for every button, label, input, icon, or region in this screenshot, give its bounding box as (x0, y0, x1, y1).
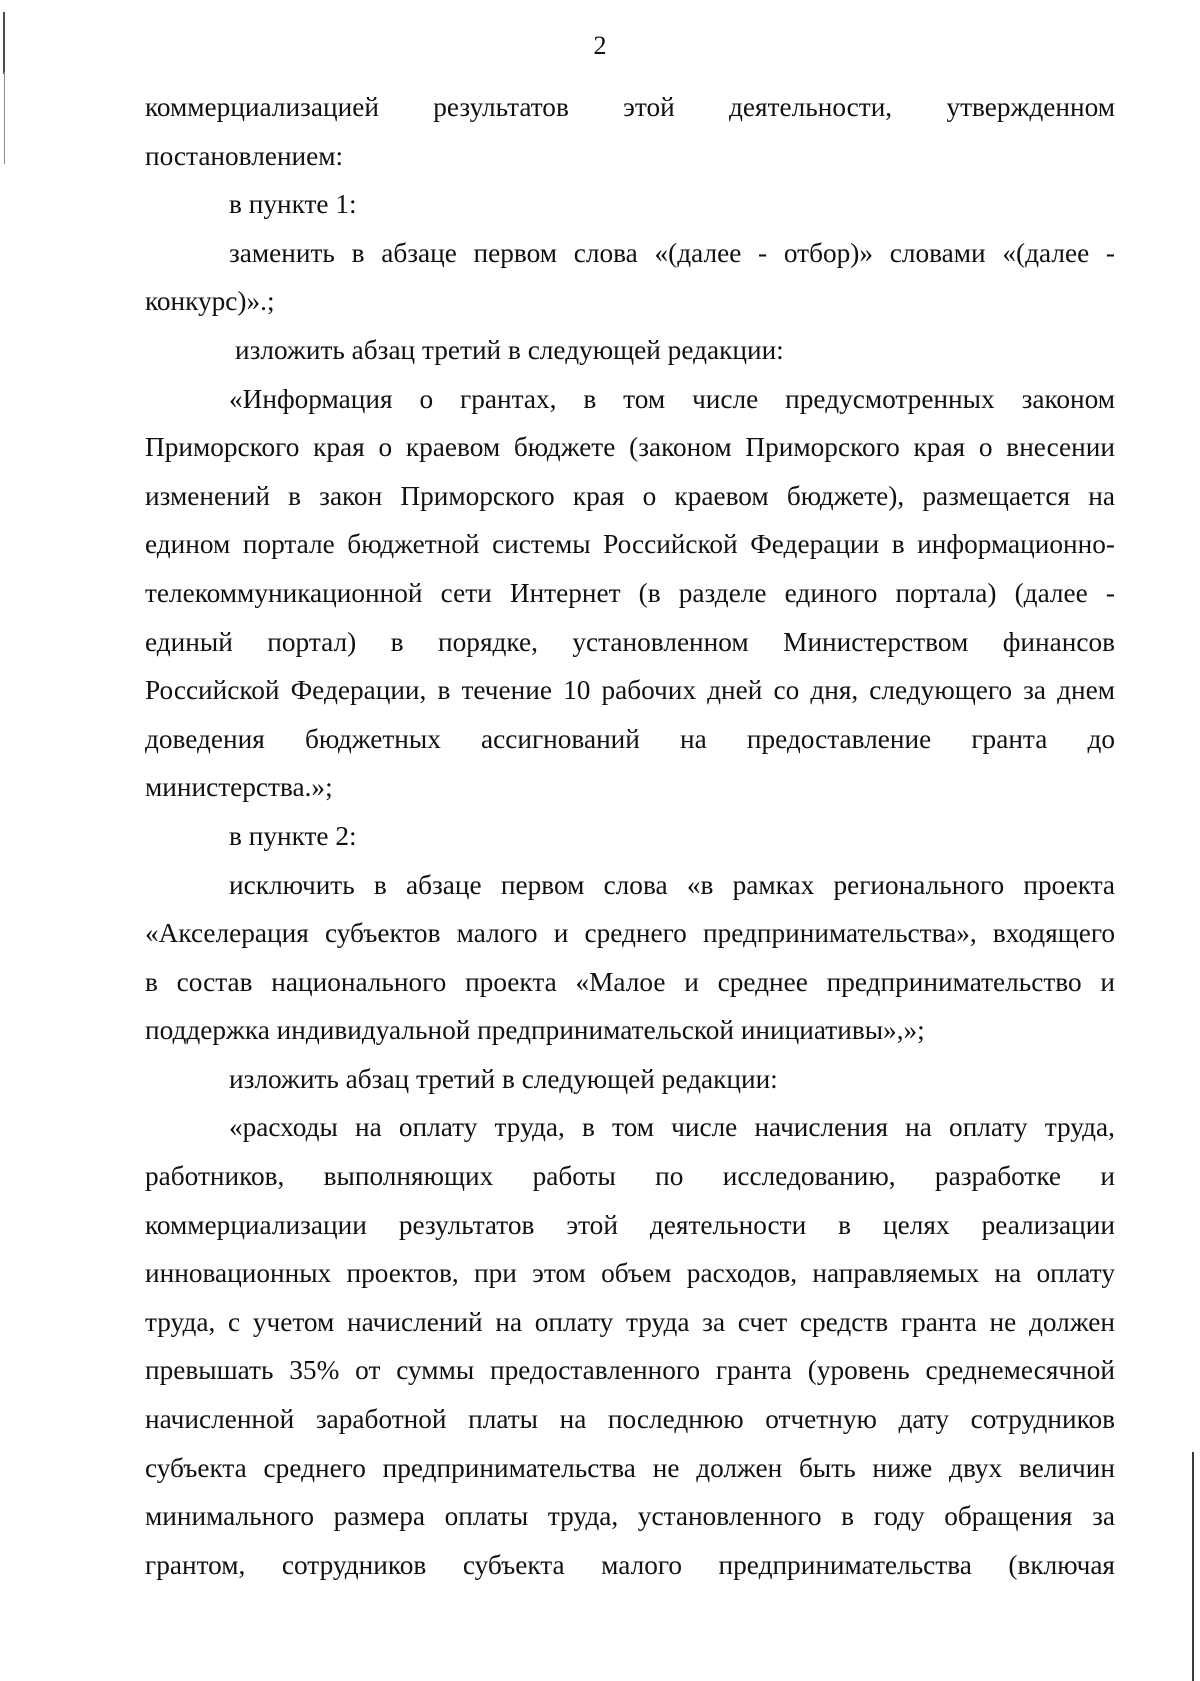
text-line: в состав национального проекта «Малое и среднее предпринимательство и (145, 966, 1115, 997)
scan-margin-line (4, 72, 5, 164)
text-line: заменить в абзаце первом слова «(далее - отбор)» словами «(далее - (229, 237, 1115, 268)
text-line: телекоммуникационной сети Интернет (в разделе единого портала) (далее - (145, 577, 1115, 608)
text-line: коммерциализации результатов этой деятельности в целях реализации (145, 1209, 1115, 1240)
text-line: изменений в закон Приморского края о краевом бюджете), размещается на (145, 480, 1115, 511)
text-line: минимального размера оплаты труда, установленного в году обращения за (145, 1501, 1115, 1532)
text-line: «Информация о грантах, в том числе предусмотренных законом (229, 383, 1115, 414)
text-line: «Акселерация субъектов малого и среднего предпринимательства», входящего (145, 918, 1115, 949)
text-line: доведения бюджетных ассигнований на предоставление гранта до (145, 723, 1115, 754)
document-body (145, 83, 1115, 1589)
text-line: Приморского края о краевом бюджете (законом Приморского края о внесении (145, 432, 1115, 463)
text-line: поддержка индивидуальной предпринимательской инициативы»,»; (145, 1015, 925, 1046)
text-line: изложить абзац третий в следующей редакции: (229, 1063, 778, 1094)
text-line: начисленной заработной платы на последнюю отчетную дату сотрудников (145, 1404, 1115, 1435)
text-line: Российской Федерации, в течение 10 рабочих дней со дня, следующего за днем (145, 675, 1115, 706)
text-line: единый портал) в порядке, установленном Министерством финансов (145, 626, 1115, 657)
scan-margin-line (1192, 1452, 1194, 1681)
text-line: грантом, сотрудников субъекта малого предпринимательства (включая (145, 1549, 1115, 1580)
text-line: превышать 35% от суммы предоставленного гранта (уровень среднемесячной (145, 1355, 1115, 1386)
text-line: конкурс)».; (145, 286, 275, 317)
text-line: едином портале бюджетной системы Российской Федерации в информационно- (145, 529, 1115, 560)
text-line: постановлением: (145, 140, 344, 171)
page-number: 2 (593, 31, 607, 60)
text-line: изложить абзац третий в следующей редакции: (235, 334, 784, 365)
text-line: в пункте 2: (229, 820, 357, 851)
text-line: субъекта среднего предпринимательства не должен быть ниже двух величин (145, 1452, 1115, 1483)
text-line: коммерциализацией результатов этой деятельности, утвержденном (145, 92, 1115, 122)
text-line: министерства.»; (145, 772, 333, 803)
text-line: «расходы на оплату труда, в том числе начисления на оплату труда, (229, 1112, 1115, 1143)
text-line: в пункте 1: (229, 189, 357, 220)
text-line: труда, с учетом начислений на оплату труда за счет средств гранта не должен (145, 1306, 1115, 1337)
text-line: инновационных проектов, при этом объем расходов, направляемых на оплату (145, 1258, 1115, 1289)
text-line: исключить в абзаце первом слова «в рамках регионального проекта (229, 869, 1115, 900)
text-line: работников, выполняющих работы по исследованию, разработке и (145, 1161, 1115, 1192)
